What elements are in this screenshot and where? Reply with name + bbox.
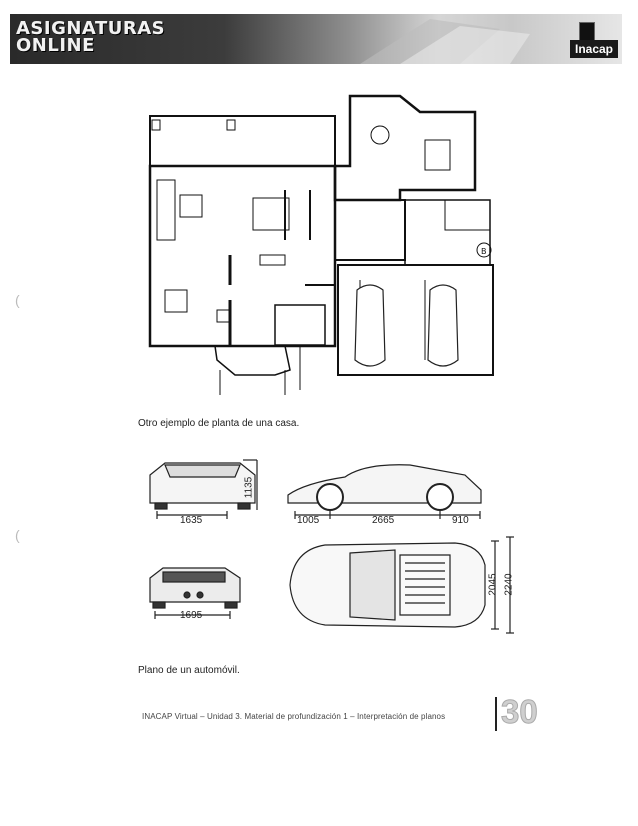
page-number: 30	[501, 693, 538, 730]
car-plan-caption: Plano de un automóvil.	[138, 665, 240, 676]
brand-logo-text: Inacap	[570, 40, 618, 58]
dim-top-width-outer: 2240	[503, 573, 515, 596]
dim-front-width: 1635	[180, 515, 203, 526]
banner-title	[16, 20, 165, 54]
margin-mark-top: (	[15, 292, 20, 308]
banner-decoration	[340, 14, 540, 64]
footer-separator	[495, 697, 497, 731]
dim-rear-width: 1695	[180, 610, 203, 621]
dim-side-wheelbase: 2665	[372, 515, 395, 526]
banner-title-line2: ONLINE	[16, 35, 95, 56]
dim-front-height: 1135	[243, 476, 255, 499]
banner-title-line1: ASIGNATURAS	[16, 18, 166, 39]
margin-mark-bottom: (	[15, 527, 20, 543]
header-banner	[10, 14, 622, 64]
dim-top-width-inner: 2045	[487, 573, 499, 596]
floor-plan-caption: Otro ejemplo de planta de una casa.	[138, 418, 300, 429]
dim-side-rear: 910	[452, 515, 469, 526]
car-rear-view	[145, 560, 245, 635]
page-footer: INACAP Virtual – Unidad 3. Material de profundización 1 – Interpretación de planos	[142, 712, 446, 721]
dim-side-front: 1005	[297, 515, 320, 526]
plan-room-label: B	[481, 247, 487, 256]
floor-plan-drawing	[145, 90, 505, 395]
